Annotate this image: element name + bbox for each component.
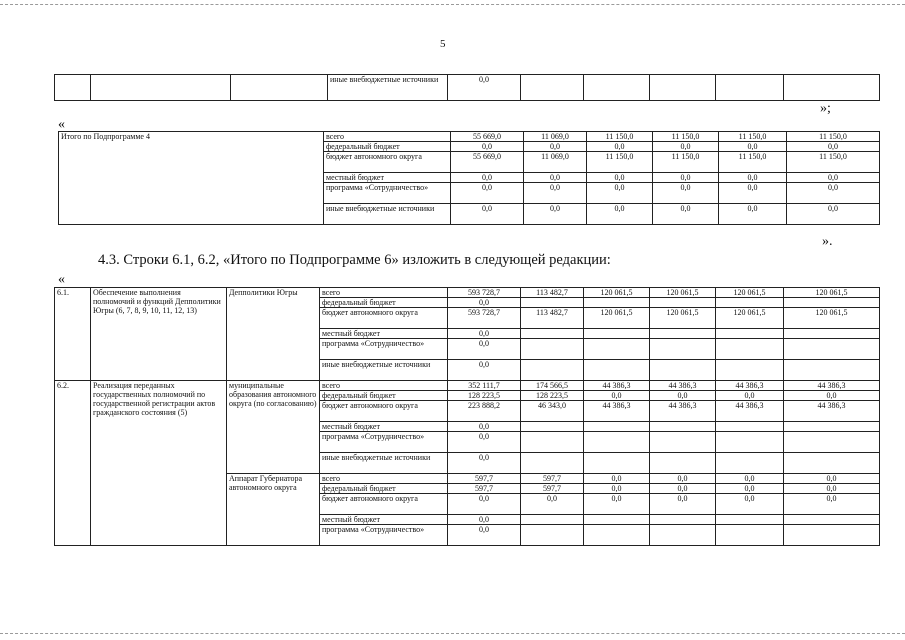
value-cell-6: 44 386,3 [784,401,880,422]
row-executor: Депполитики Югры [227,288,320,381]
value-cell-2: 597,7 [521,474,584,484]
opening-quote-2: « [58,272,65,287]
value-cell-5 [716,453,784,474]
value-cell-2 [521,422,584,432]
value-cell-4 [650,525,716,546]
value-cell-5: 0,0 [716,391,784,401]
value-cell-6 [784,360,880,381]
value-cell-3: 120 061,5 [584,288,650,298]
value-cell-4: 0,0 [650,391,716,401]
value-cell-1: 352 111,7 [448,381,521,391]
source-cell: программа «Сотрудничество» [324,183,451,204]
value-cell-3: 0,0 [587,204,653,225]
value-cell-3: 44 386,3 [584,381,650,391]
value-cell-1: 0,0 [448,453,521,474]
value-cell-2: 0,0 [524,142,587,152]
value-cell-1: 0,0 [448,329,521,339]
value-cell-5 [716,422,784,432]
top-fragment-table [54,74,880,101]
value-cell-6 [784,453,880,474]
subprogram4-label: Итого по Подпрограмме 4 [59,132,324,225]
value-cell-2 [521,298,584,308]
value-cell-6: 11 150,0 [787,132,880,142]
value-cell-2 [521,75,584,101]
value-cell-5: 0,0 [719,173,787,183]
value-cell-1: 55 669,0 [451,132,524,142]
value-cell-5 [716,525,784,546]
value-cell-2: 113 482,7 [521,288,584,298]
value-cell-3: 0,0 [584,391,650,401]
table-row [55,288,880,298]
value-cell-1: 0,0 [448,525,521,546]
value-cell-3 [584,298,650,308]
source-cell: всего [320,288,448,298]
value-cell-4: 0,0 [650,484,716,494]
source-cell: иные внебюджетные источники [328,75,448,101]
source-cell: бюджет автономного округа [320,494,448,515]
value-cell-4 [650,298,716,308]
value-cell-3: 0,0 [587,173,653,183]
closing-quote-semicolon: »; [820,101,831,116]
value-cell-6 [784,525,880,546]
value-cell-1: 593 728,7 [448,288,521,298]
value-cell-4 [650,360,716,381]
value-cell-2: 11 069,0 [524,132,587,142]
source-cell: местный бюджет [320,515,448,525]
value-cell-3 [584,453,650,474]
value-cell-1: 0,0 [448,75,521,101]
value-cell-3: 0,0 [584,484,650,494]
source-cell: всего [320,474,448,484]
value-cell-1: 0,0 [451,173,524,183]
value-cell-3 [584,360,650,381]
table-row [55,75,880,101]
value-cell-2: 0,0 [524,183,587,204]
value-cell-6 [784,339,880,360]
value-cell-4 [650,75,716,101]
value-cell-6 [784,298,880,308]
value-cell-5: 0,0 [716,484,784,494]
value-cell-2: 46 343,0 [521,401,584,422]
source-cell: федеральный бюджет [320,391,448,401]
closing-quote-period: ». [822,234,833,249]
value-cell-1: 223 888,2 [448,401,521,422]
scan-edge-top [0,4,905,5]
source-cell: программа «Сотрудничество» [320,525,448,546]
value-cell-1: 0,0 [448,494,521,515]
value-cell-2: 11 069,0 [524,152,587,173]
value-cell-4: 11 150,0 [653,152,719,173]
value-cell-4: 0,0 [653,204,719,225]
value-cell-5: 11 150,0 [719,132,787,142]
value-cell-2 [521,525,584,546]
value-cell-5: 120 061,5 [716,288,784,298]
value-cell-1: 593 728,7 [448,308,521,329]
value-cell-2 [521,360,584,381]
value-cell-3 [584,432,650,453]
value-cell-5: 11 150,0 [719,152,787,173]
value-cell-5 [716,360,784,381]
name-cell [91,75,231,101]
value-cell-1: 0,0 [451,183,524,204]
value-cell-6 [784,422,880,432]
value-cell-4 [650,422,716,432]
value-cell-2 [521,453,584,474]
value-cell-6 [784,329,880,339]
value-cell-2: 597,7 [521,484,584,494]
value-cell-5: 0,0 [716,474,784,484]
value-cell-3: 11 150,0 [587,132,653,142]
value-cell-5: 0,0 [716,494,784,515]
value-cell-2: 0,0 [521,494,584,515]
source-cell: бюджет автономного округа [320,308,448,329]
value-cell-6: 120 061,5 [784,308,880,329]
value-cell-1: 0,0 [451,204,524,225]
source-cell: местный бюджет [320,329,448,339]
value-cell-4: 0,0 [650,494,716,515]
value-cell-6: 0,0 [784,494,880,515]
executor-cell [231,75,328,101]
row-executor: муниципальные образования автономного округа (по согласованию) [227,381,320,474]
value-cell-2: 113 482,7 [521,308,584,329]
value-cell-5 [716,432,784,453]
source-cell: бюджет автономного округа [324,152,451,173]
value-cell-3: 0,0 [584,474,650,484]
opening-quote-1: « [58,117,65,132]
source-cell: местный бюджет [324,173,451,183]
value-cell-5 [716,75,784,101]
source-cell: иные внебюджетные источники [324,204,451,225]
value-cell-3 [584,329,650,339]
value-cell-1: 0,0 [448,339,521,360]
value-cell-2 [521,432,584,453]
value-cell-5: 0,0 [719,142,787,152]
value-cell-1: 55 669,0 [451,152,524,173]
row-executor: Аппарат Губернатора автономного округа [227,474,320,546]
value-cell-5: 0,0 [719,183,787,204]
source-cell: программа «Сотрудничество» [320,339,448,360]
value-cell-3: 44 386,3 [584,401,650,422]
value-cell-3: 0,0 [587,142,653,152]
value-cell-1: 0,0 [448,515,521,525]
source-cell: всего [320,381,448,391]
value-cell-4 [650,339,716,360]
value-cell-5 [716,329,784,339]
value-cell-4: 11 150,0 [653,132,719,142]
value-cell-6 [784,515,880,525]
value-cell-4: 0,0 [653,173,719,183]
value-cell-4: 120 061,5 [650,288,716,298]
source-cell: федеральный бюджет [320,484,448,494]
value-cell-6: 0,0 [787,142,880,152]
value-cell-4 [650,515,716,525]
scan-edge-bottom [0,633,905,634]
value-cell-5: 44 386,3 [716,381,784,391]
num-cell [55,75,91,101]
value-cell-3 [584,525,650,546]
value-cell-4: 44 386,3 [650,381,716,391]
source-cell: федеральный бюджет [324,142,451,152]
value-cell-3 [584,422,650,432]
page-number: 5 [440,38,446,50]
value-cell-3: 0,0 [587,183,653,204]
value-cell-2 [521,329,584,339]
value-cell-6: 0,0 [784,391,880,401]
source-cell: программа «Сотрудничество» [320,432,448,453]
value-cell-2: 128 223,5 [521,391,584,401]
value-cell-6: 0,0 [787,183,880,204]
value-cell-6: 0,0 [784,474,880,484]
value-cell-6: 0,0 [784,484,880,494]
value-cell-4: 44 386,3 [650,401,716,422]
value-cell-1: 597,7 [448,484,521,494]
value-cell-4: 120 061,5 [650,308,716,329]
source-cell: иные внебюджетные источники [320,360,448,381]
value-cell-3 [584,339,650,360]
value-cell-5: 0,0 [719,204,787,225]
row-name: Реализация переданных государственных полномочий по государственной регистрации актов гражданского состояния (5) [91,381,227,546]
value-cell-3: 11 150,0 [587,152,653,173]
value-cell-4 [650,329,716,339]
value-cell-1: 0,0 [448,432,521,453]
value-cell-5 [716,339,784,360]
value-cell-4 [650,432,716,453]
value-cell-4: 0,0 [650,474,716,484]
value-cell-6: 11 150,0 [787,152,880,173]
value-cell-1: 0,0 [448,422,521,432]
value-cell-2: 174 566,5 [521,381,584,391]
value-cell-2 [521,515,584,525]
value-cell-5: 44 386,3 [716,401,784,422]
table-row [59,132,880,142]
value-cell-6: 44 386,3 [784,381,880,391]
value-cell-1: 0,0 [451,142,524,152]
value-cell-6 [784,75,880,101]
value-cell-4: 0,0 [653,183,719,204]
source-cell: бюджет автономного округа [320,401,448,422]
value-cell-4 [650,453,716,474]
value-cell-6: 120 061,5 [784,288,880,298]
value-cell-1: 0,0 [448,360,521,381]
table-row [55,381,880,391]
section-heading: 4.3. Строки 6.1, 6.2, «Итого по Подпрограмме 6» изложить в следующей редакции: [98,252,611,268]
value-cell-6: 0,0 [787,173,880,183]
value-cell-1: 128 223,5 [448,391,521,401]
source-cell: местный бюджет [320,422,448,432]
value-cell-6: 0,0 [787,204,880,225]
row-number: 6.2. [55,381,91,546]
source-cell: иные внебюджетные источники [320,453,448,474]
value-cell-3: 120 061,5 [584,308,650,329]
value-cell-4: 0,0 [653,142,719,152]
value-cell-5 [716,515,784,525]
value-cell-1: 0,0 [448,298,521,308]
source-cell: всего [324,132,451,142]
value-cell-6 [784,432,880,453]
value-cell-3 [584,75,650,101]
source-cell: федеральный бюджет [320,298,448,308]
value-cell-5 [716,298,784,308]
value-cell-1: 597,7 [448,474,521,484]
row-name: Обеспечение выполнения полномочий и функций Депполитики Югры (6, 7, 8, 9, 10, 11, 12, 13) [91,288,227,381]
value-cell-2: 0,0 [524,173,587,183]
value-cell-3 [584,515,650,525]
row-number: 6.1. [55,288,91,381]
value-cell-3: 0,0 [584,494,650,515]
value-cell-2: 0,0 [524,204,587,225]
value-cell-2 [521,339,584,360]
rows-6-table [54,287,880,546]
value-cell-5: 120 061,5 [716,308,784,329]
subprogram4-table [58,131,880,225]
